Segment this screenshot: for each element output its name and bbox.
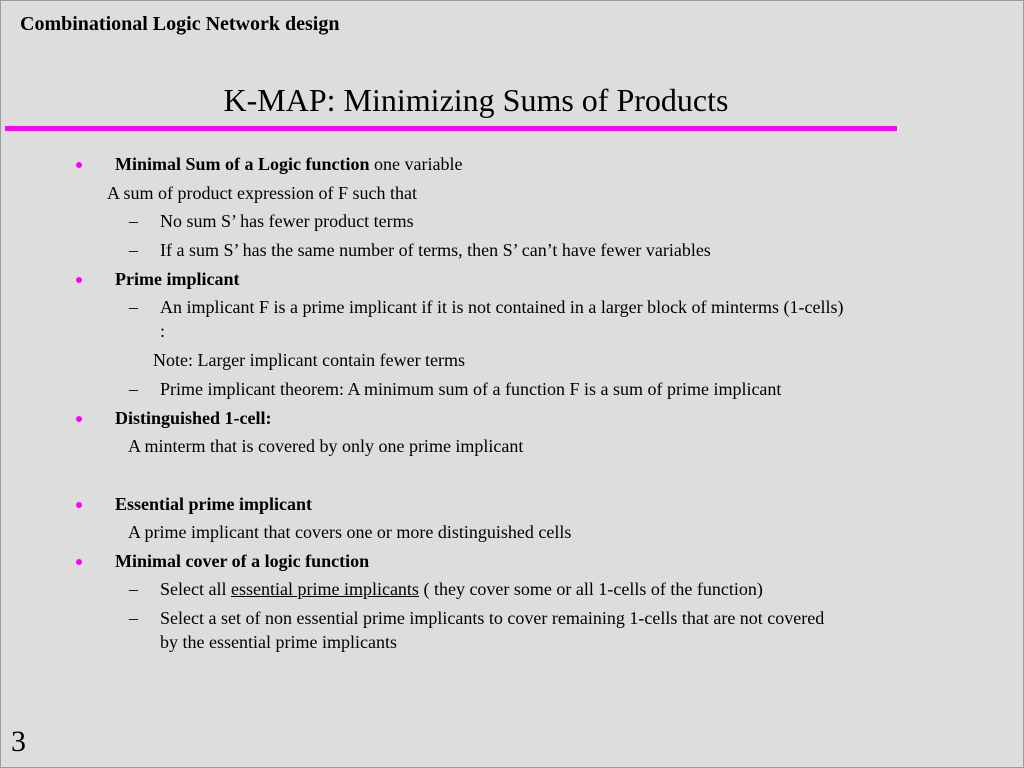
- bullet-icon: [76, 559, 82, 565]
- dash-marker: –: [129, 608, 138, 628]
- sub-item: [160, 578, 763, 600]
- bullet-heading: Prime implicant: [115, 269, 240, 289]
- bullet-icon: [76, 277, 82, 283]
- dash-marker: –: [129, 379, 138, 399]
- bullet-icon: [76, 162, 82, 168]
- sub-item: If a sum S’ has the same number of terms, then S’ can’t have fewer variables: [160, 240, 711, 260]
- sub-item: Select a set of non essential prime implicants to cover remaining 1-cells that are not covered: [160, 608, 825, 628]
- slide-title: K-MAP: Minimizing Sums of Products: [223, 82, 729, 118]
- bullet-heading: Essential prime implicant: [115, 494, 312, 514]
- bullet-icon: [76, 416, 82, 422]
- sub-item: Prime implicant theorem: A minimum sum of a function F is a sum of prime implicant: [160, 379, 782, 399]
- sub-item-continuation: by the essential prime implicants: [160, 632, 397, 652]
- bullet-minimal-sum: [115, 153, 462, 175]
- bullet-heading: Minimal Sum of a Logic function: [115, 154, 370, 174]
- title-divider: [5, 126, 897, 131]
- bullet-heading: Distinguished 1-cell:: [115, 408, 272, 428]
- body-text: A minterm that is covered by only one prime implicant: [128, 436, 524, 456]
- sub-item-text: Select all: [160, 579, 231, 599]
- dash-marker: –: [129, 211, 138, 231]
- dash-marker: –: [129, 297, 138, 317]
- bullet-text: one variable: [369, 154, 463, 174]
- sub-item-text: ( they cover some or all 1-cells of the function): [418, 579, 763, 599]
- note-text: Note: Larger implicant contain fewer terms: [153, 350, 466, 370]
- sub-item: An implicant F is a prime implicant if it is not contained in a larger block of minterms (1-cells): [160, 297, 844, 317]
- sub-item: No sum S’ has fewer product terms: [160, 211, 414, 231]
- bullet-heading: Minimal cover of a logic function: [115, 551, 370, 571]
- slide-header: Combinational Logic Network design: [20, 13, 340, 35]
- dash-marker: –: [129, 240, 138, 260]
- bullet-icon: [76, 502, 82, 508]
- underlined-term: essential prime implicants: [230, 579, 419, 599]
- body-text: A sum of product expression of F such that: [107, 183, 417, 203]
- page-number: 3: [11, 725, 26, 758]
- sub-item-continuation: :: [160, 321, 166, 341]
- dash-marker: –: [129, 579, 138, 599]
- body-text: A prime implicant that covers one or more distinguished cells: [128, 522, 572, 542]
